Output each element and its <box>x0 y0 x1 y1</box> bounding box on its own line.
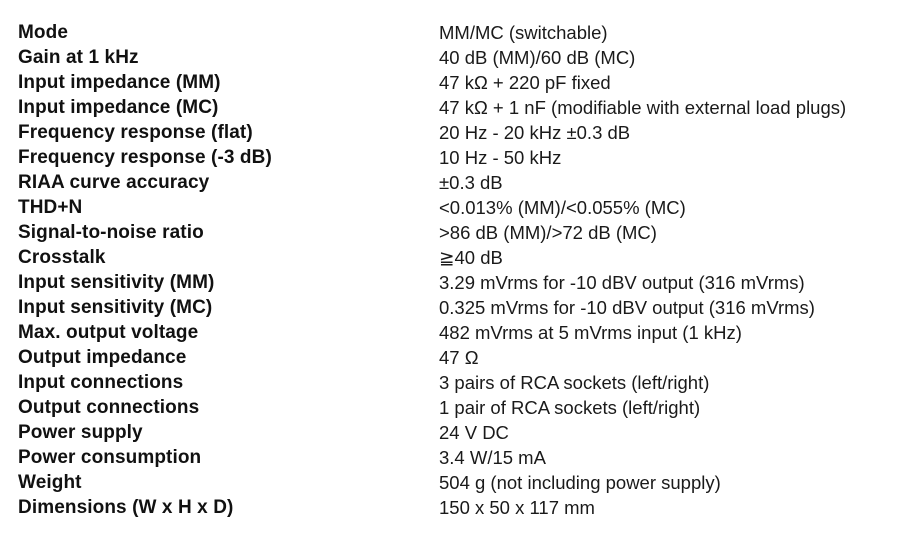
spec-value: MM/MC (switchable) <box>439 22 608 43</box>
spec-label: Max. output voltage <box>18 322 199 343</box>
spec-label: Signal-to-noise ratio <box>18 222 204 243</box>
spec-label: Frequency response (-3 dB) <box>18 147 272 168</box>
spec-row-snr <box>18 220 910 245</box>
spec-value: 504 g (not including power supply) <box>439 472 721 493</box>
spec-label: Output connections <box>18 397 200 418</box>
spec-row-input-impedance-mc <box>18 95 910 120</box>
spec-value: 40 dB (MM)/60 dB (MC) <box>439 47 636 68</box>
spec-row-frequency-response-3db <box>18 145 910 170</box>
spec-value: 150 x 50 x 117 mm <box>439 497 595 518</box>
spec-label: Frequency response (flat) <box>18 122 253 143</box>
spec-row-mode <box>18 20 910 45</box>
spec-label: RIAA curve accuracy <box>18 172 210 193</box>
spec-row-output-connections <box>18 395 910 420</box>
spec-label: Input connections <box>18 372 184 393</box>
spec-row-power-supply <box>18 420 910 445</box>
spec-label: Crosstalk <box>18 247 106 268</box>
spec-row-input-impedance-mm <box>18 70 910 95</box>
spec-value: 47 Ω <box>439 347 479 368</box>
spec-row-input-connections <box>18 370 910 395</box>
spec-row-input-sensitivity-mc <box>18 295 910 320</box>
spec-value: 47 kΩ + 220 pF fixed <box>439 72 611 93</box>
spec-value: 3.29 mVrms for -10 dBV output (316 mVrms) <box>439 272 805 293</box>
spec-label: Output impedance <box>18 347 187 368</box>
spec-row-frequency-response-flat <box>18 120 910 145</box>
spec-value: 482 mVrms at 5 mVrms input (1 kHz) <box>439 322 742 343</box>
spec-label: Input impedance (MM) <box>18 72 221 93</box>
spec-value: 1 pair of RCA sockets (left/right) <box>439 397 701 418</box>
spec-row-gain <box>18 45 910 70</box>
spec-row-riaa-accuracy <box>18 170 910 195</box>
spec-value: 24 V DC <box>439 422 509 443</box>
spec-label: Input sensitivity (MM) <box>18 272 215 293</box>
spec-row-power-consumption <box>18 445 910 470</box>
spec-label: Dimensions (W x H x D) <box>18 497 234 518</box>
spec-row-thd-n <box>18 195 910 220</box>
spec-value: ≧40 dB <box>439 247 503 268</box>
spec-label: Gain at 1 kHz <box>18 47 139 68</box>
spec-row-output-impedance <box>18 345 910 370</box>
spec-label: THD+N <box>18 197 83 218</box>
spec-value: 3 pairs of RCA sockets (left/right) <box>439 372 710 393</box>
spec-label: Mode <box>18 22 69 43</box>
spec-value: ±0.3 dB <box>439 172 503 193</box>
spec-label: Power consumption <box>18 447 202 468</box>
spec-value: <0.013% (MM)/<0.055% (MC) <box>439 197 686 218</box>
spec-row-weight <box>18 470 910 495</box>
spec-value: >86 dB (MM)/>72 dB (MC) <box>439 222 657 243</box>
spec-label: Power supply <box>18 422 143 443</box>
spec-row-max-output-voltage <box>18 320 910 345</box>
spec-row-dimensions <box>18 495 910 520</box>
spec-value: 10 Hz - 50 kHz <box>439 147 562 168</box>
specifications-table <box>18 20 910 520</box>
spec-label: Input impedance (MC) <box>18 97 219 118</box>
spec-value: 3.4 W/15 mA <box>439 447 546 468</box>
spec-value: 20 Hz - 20 kHz ±0.3 dB <box>439 122 631 143</box>
spec-row-input-sensitivity-mm <box>18 270 910 295</box>
spec-row-crosstalk <box>18 245 910 270</box>
spec-label: Weight <box>18 472 82 493</box>
spec-label: Input sensitivity (MC) <box>18 297 213 318</box>
spec-value: 47 kΩ + 1 nF (modifiable with external load plugs) <box>439 97 847 118</box>
spec-value: 0.325 mVrms for -10 dBV output (316 mVrms) <box>439 297 815 318</box>
